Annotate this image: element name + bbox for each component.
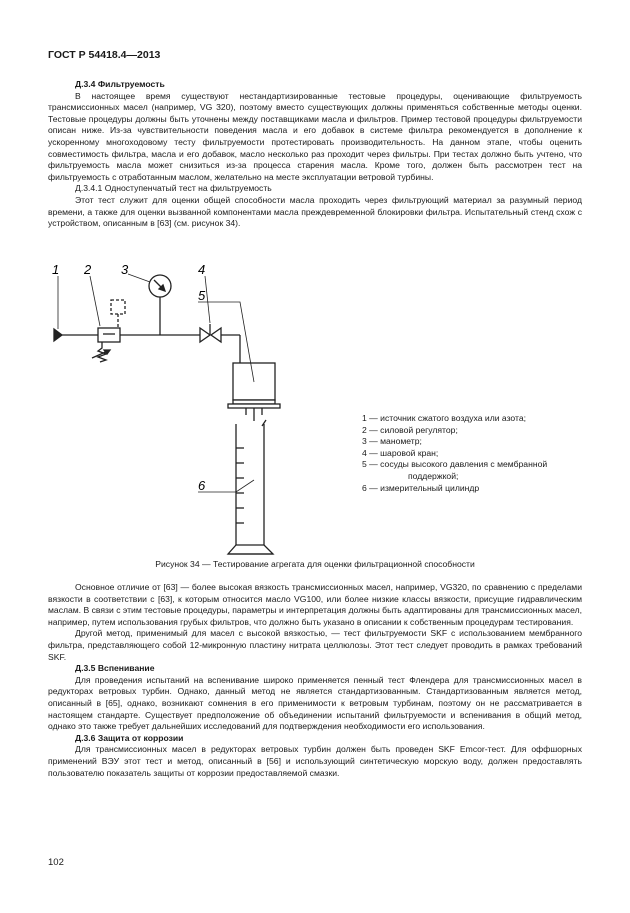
paragraph: Для проведения испытаний на вспенивание широко применяется пенный тест Флендера для трансмиссионных масел в редукторах ветровых турбин. Однако, данный метод не является стандартизованным. Стандартизованным является метод, описанный в [65], однако, возникают сомнения в его применимости к ветровым турбинам, поэтому он не рассматривается в настоящем стандарте. Существует предположение об объединении испытаний фильтруемости и вспенивания в общий метод, однако это также требует дальнейших исследований для подтверждения необходимости его использования.: [48, 674, 582, 732]
label-3: 3: [121, 262, 129, 277]
paragraph: В настоящее время существуют нестандартизированные тестовые процедуры, оценивающие фильтруемость трансмиссионных масел (например, VG 320), поэтому вместо существующих должны применяться собственные методы оценки. Тестовые процедуры должны быть уточнены между поставщиками масла и фильтров. Пример тестовой процедуры фильтруемости описан ниже. Из-за чувствительности поведения масла и его добавок в системе фильтра рекомендуется в дополнение к ускоренному многоходовому тесту фильтруемости протестировать производительность. На данном этапе, чтобы оценить совместимость фильтра, масла и его добавок, масло несколько раз проходит через фильтры. При тестах должно быть учтено, что фильтруемость масла может снизиться из-за процесса старения масла. Кроме того, должен быть рассмотрен тест на фильтруемость с отработанным маслом, желательно на месте эксплуатации ветровой турбины.: [48, 90, 582, 182]
section-title: Д.3.6 Защита от коррозии: [75, 732, 184, 743]
test-rig-diagram: [40, 258, 600, 558]
body-continued: [48, 582, 582, 779]
section-title: Д.3.5 Вспенивание: [75, 663, 155, 674]
subsection-title: Д.3.4.1 Одноступенчатый тест на фильтруемость: [75, 183, 272, 194]
label-2: 2: [84, 262, 92, 277]
figure-legend: [362, 413, 592, 494]
paragraph: Для трансмиссионных масел в редукторах ветровых турбин должен быть проведен SKF Emcor-тест. Для оффшорных применений ВЭУ этот тест и метод, описанный в [56] и использующий синтетическую морскую воду, должен предоставлять пользователю показатель защиты от коррозии предоставляемой смазки.: [48, 744, 582, 778]
legend-item: 2 — силовой регулятор;: [362, 424, 458, 435]
legend-item: 6 — измерительный цилиндр: [362, 482, 480, 493]
legend-item: 3 — манометр;: [362, 436, 422, 447]
legend-item: поддержкой;: [408, 470, 459, 481]
section-title: Д.3.4 Фильтруемость: [75, 79, 165, 89]
paragraph: Этот тест служит для оценки общей способности масла проходить через фильтрующий материал за разумный период времени, а также для оценки вызванной компонентами масла преждевременной блокировки фильтра. Испытательный стенд схож с устройством, описанным в [63] (см. рисунок 34).: [48, 194, 582, 229]
legend-item: 4 — шаровой кран;: [362, 447, 439, 458]
figure-caption: Рисунок 34 — Тестирование агрегата для оценки фильтрационной способности: [155, 559, 475, 569]
section-d34: [48, 79, 582, 230]
legend-item: 1 — источник сжатого воздуха или азота;: [362, 413, 527, 423]
legend-item: 5 — сосуды высокого давления с мембранной: [362, 459, 548, 470]
label-1: 1: [52, 262, 60, 277]
paragraph: Основное отличие от [63] — более высокая вязкость трансмиссионных масел, например, VG320, по сравнению с пределами вязкости в соответствии с [63], к которым относится масло VG100, или более низкие классы вязкости, присущие гидравлическим маслам. В связи с этим тестовые процедуры, параметры и интерпретация должны быть адаптированы для трансмиссионных масел, например, путем использования грубых фильтров, что должно быть указано в описании к собственным процедурам тестирования.: [48, 582, 582, 627]
document-header: ГОСТ Р 54418.4—2013: [48, 49, 161, 61]
label-5: 5: [198, 288, 206, 303]
page-number: 102: [48, 857, 64, 868]
paragraph: Другой метод, применимый для масел с высокой вязкостью, — тест фильтруемости SKF с использованием мембранного фильтра, представляющего собой 12-микронную пластину нитрата целлюлозы. Этот тест следует проводить в рамках требований SKF.: [48, 628, 582, 662]
label-6: 6: [198, 478, 206, 493]
label-4: 4: [198, 262, 206, 277]
